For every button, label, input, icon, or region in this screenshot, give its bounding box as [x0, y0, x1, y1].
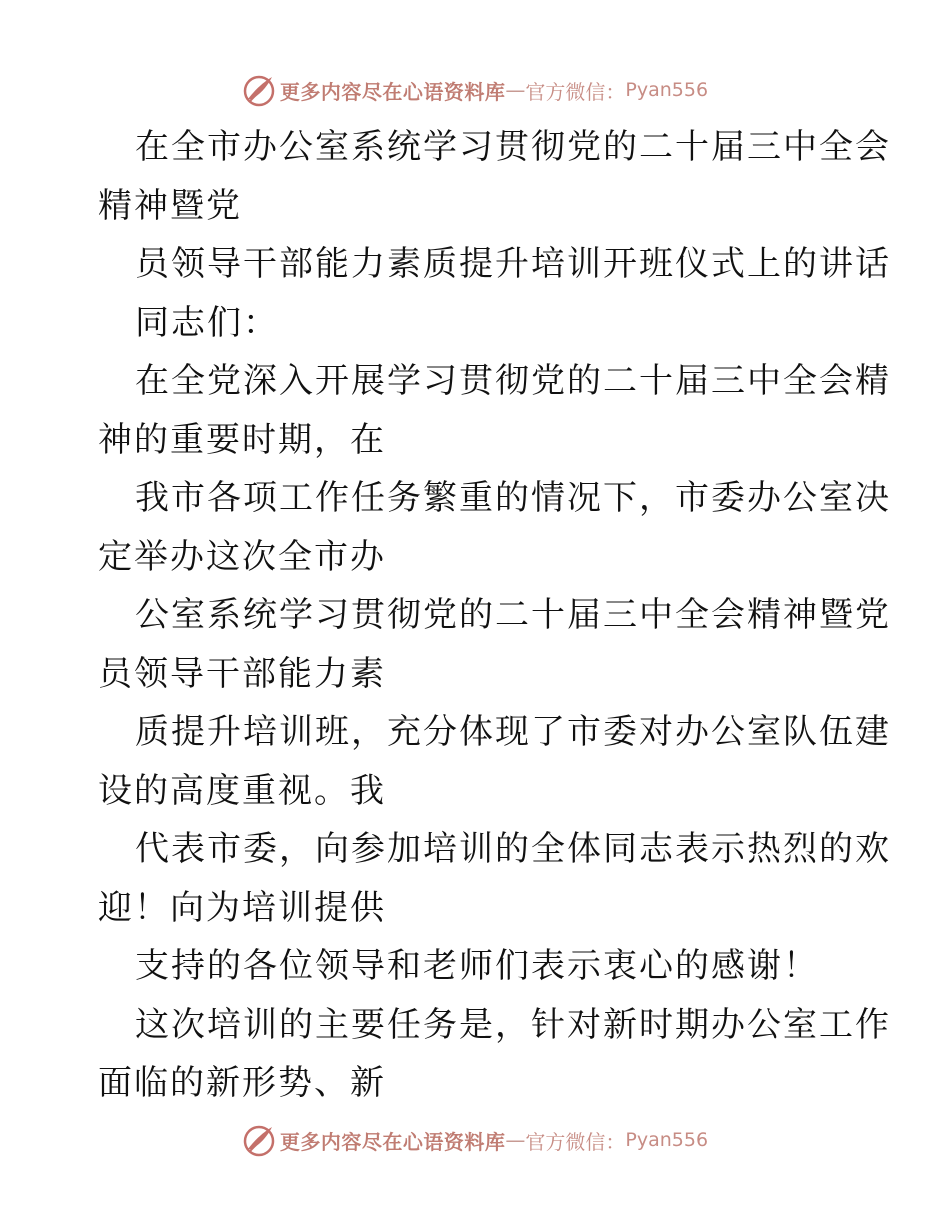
watermark-wechat-id: Pyan556 [625, 1129, 709, 1151]
feather-pen-logo-icon [242, 73, 276, 107]
text-line: 精神暨党 [98, 185, 242, 226]
watermark-official-label: 官方微信： [525, 79, 626, 104]
watermark-brand: 更多内容尽在心语资料库 [279, 79, 506, 104]
text-line: 面临的新形势、新 [98, 1063, 386, 1103]
text-line: 设的高度重视。我 [98, 770, 386, 811]
text-line: 在全市办公室系统学习贯彻党的二十届三中全会 [135, 127, 891, 167]
text-line: 定举办这次全市办 [98, 536, 386, 577]
text-line: 代表市委，向参加培训的全体同志表示热烈的欢 [135, 829, 891, 869]
text-line: 在全党深入开展学习贯彻党的二十届三中全会精 [135, 361, 891, 401]
watermark-dash: — [505, 1128, 526, 1152]
text-line: 迎！向为培训提供 [98, 887, 386, 928]
footer-watermark [0, 1120, 950, 1160]
text-line: 同志们： [135, 302, 279, 343]
text-line: 神的重要时期，在 [98, 419, 386, 460]
text-line: 我市各项工作任务繁重的情况下，市委办公室决 [135, 478, 891, 518]
watermark-brand: 更多内容尽在心语资料库 [279, 1129, 506, 1154]
text-line: 员领导干部能力素 [98, 653, 386, 694]
watermark-official-label: 官方微信： [525, 1129, 626, 1154]
text-line: 这次培训的主要任务是，针对新时期办公室工作 [135, 1004, 891, 1045]
feather-pen-logo-icon [242, 1123, 276, 1157]
document-body [98, 118, 891, 1113]
text-line: 公室系统学习贯彻党的二十届三中全会精神暨党 [135, 595, 891, 635]
header-watermark [0, 70, 950, 110]
text-line: 支持的各位领导和老师们表示衷心的感谢！ [135, 946, 819, 986]
text-line: 员领导干部能力素质提升培训开班仪式上的讲话 [135, 244, 891, 284]
text-line: 质提升培训班，充分体现了市委对办公室队伍建 [135, 712, 891, 752]
watermark-wechat-id: Pyan556 [625, 79, 709, 101]
watermark-dash: — [505, 78, 526, 102]
